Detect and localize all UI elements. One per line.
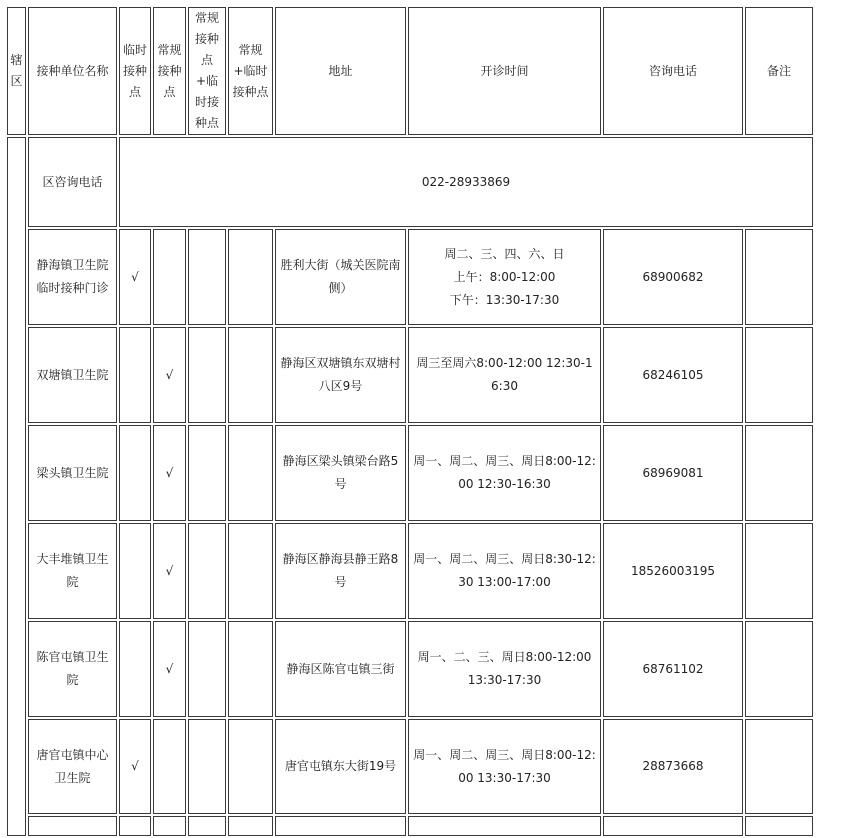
regular-plus-temporary-mark xyxy=(188,425,226,521)
regular-plus-temporary-mark xyxy=(188,719,226,814)
header-address: 地址 xyxy=(275,7,406,135)
table-row-partial xyxy=(7,816,813,836)
regular-temporary-mark xyxy=(228,425,273,521)
temporary-mark xyxy=(119,425,151,521)
phone: 18526003195 xyxy=(603,523,743,619)
empty-cell xyxy=(188,816,226,836)
regular-plus-temporary-mark xyxy=(188,229,226,325)
note xyxy=(745,719,813,814)
empty-cell xyxy=(408,816,601,836)
header-regular-plus-temporary: 常规接种点+临时接种点 xyxy=(188,7,226,135)
table-row xyxy=(7,621,813,717)
temporary-mark: √ xyxy=(119,719,151,814)
regular-plus-temporary-mark xyxy=(188,327,226,423)
regular-plus-temporary-mark xyxy=(188,621,226,717)
table-row xyxy=(7,229,813,325)
header-district: 辖区 xyxy=(7,7,26,135)
phone: 68900682 xyxy=(603,229,743,325)
district-cell xyxy=(7,137,26,836)
unit-name: 唐官屯镇中心卫生院 xyxy=(28,719,117,814)
opening-hours: 周三至周六8:00-12:00 12:30-16:30 xyxy=(408,327,601,423)
regular-mark: √ xyxy=(153,621,186,717)
header-temporary: 临时接种点 xyxy=(119,7,151,135)
temporary-mark: √ xyxy=(119,229,151,325)
phone: 68761102 xyxy=(603,621,743,717)
empty-cell xyxy=(28,816,117,836)
empty-cell xyxy=(153,816,186,836)
unit-name: 陈官屯镇卫生院 xyxy=(28,621,117,717)
empty-cell xyxy=(745,816,813,836)
temporary-mark xyxy=(119,523,151,619)
regular-mark: √ xyxy=(153,425,186,521)
phone: 28873668 xyxy=(603,719,743,814)
note xyxy=(745,523,813,619)
phone: 68969081 xyxy=(603,425,743,521)
note xyxy=(745,229,813,325)
table-row xyxy=(7,719,813,814)
table-row xyxy=(7,327,813,423)
regular-mark: √ xyxy=(153,523,186,619)
header-regular: 常规接种点 xyxy=(153,7,186,135)
temporary-mark xyxy=(119,327,151,423)
unit-name: 大丰堆镇卫生院 xyxy=(28,523,117,619)
regular-temporary-mark xyxy=(228,327,273,423)
consult-phone: 022-28933869 xyxy=(119,137,813,227)
phone: 68246105 xyxy=(603,327,743,423)
address: 静海区双塘镇东双塘村八区9号 xyxy=(275,327,406,423)
header-phone: 咨询电话 xyxy=(603,7,743,135)
opening-hours: 周一、周二、周三、周日8:30-12:30 13:00-17:00 xyxy=(408,523,601,619)
unit-name: 梁头镇卫生院 xyxy=(28,425,117,521)
address: 胜利大街（城关医院南侧） xyxy=(275,229,406,325)
regular-mark xyxy=(153,719,186,814)
table-row xyxy=(7,425,813,521)
address: 静海区陈官屯镇三街 xyxy=(275,621,406,717)
regular-mark: √ xyxy=(153,327,186,423)
regular-temporary-mark xyxy=(228,523,273,619)
regular-plus-temporary-mark xyxy=(188,523,226,619)
consult-row xyxy=(7,137,813,227)
header-unit-name: 接种单位名称 xyxy=(28,7,117,135)
regular-temporary-mark xyxy=(228,621,273,717)
empty-cell xyxy=(228,816,273,836)
opening-hours: 周一、二、三、周日8:00-12:00 13:30-17:30 xyxy=(408,621,601,717)
regular-temporary-mark xyxy=(228,229,273,325)
table-row xyxy=(7,523,813,619)
note xyxy=(745,425,813,521)
note xyxy=(745,327,813,423)
header-regular-temporary: 常规+临时接种点 xyxy=(228,7,273,135)
header-note: 备注 xyxy=(745,7,813,135)
opening-hours: 周二、三、四、六、日 上午：8:00-12:00 下午：13:30-17:30 xyxy=(408,229,601,325)
header-hours: 开诊时间 xyxy=(408,7,601,135)
empty-cell xyxy=(603,816,743,836)
temporary-mark xyxy=(119,621,151,717)
regular-mark xyxy=(153,229,186,325)
unit-name: 静海镇卫生院临时接种门诊 xyxy=(28,229,117,325)
empty-cell xyxy=(275,816,406,836)
header-row xyxy=(7,7,813,135)
address: 静海区梁头镇梁台路5号 xyxy=(275,425,406,521)
opening-hours: 周一、周二、周三、周日8:00-12:00 12:30-16:30 xyxy=(408,425,601,521)
regular-temporary-mark xyxy=(228,719,273,814)
opening-hours: 周一、周二、周三、周日8:00-12:00 13:30-17:30 xyxy=(408,719,601,814)
empty-cell xyxy=(119,816,151,836)
unit-name: 双塘镇卫生院 xyxy=(28,327,117,423)
address: 唐官屯镇东大街19号 xyxy=(275,719,406,814)
note xyxy=(745,621,813,717)
address: 静海区静海县静王路8号 xyxy=(275,523,406,619)
consult-label: 区咨询电话 xyxy=(28,137,117,227)
vaccination-sites-table xyxy=(5,5,815,838)
